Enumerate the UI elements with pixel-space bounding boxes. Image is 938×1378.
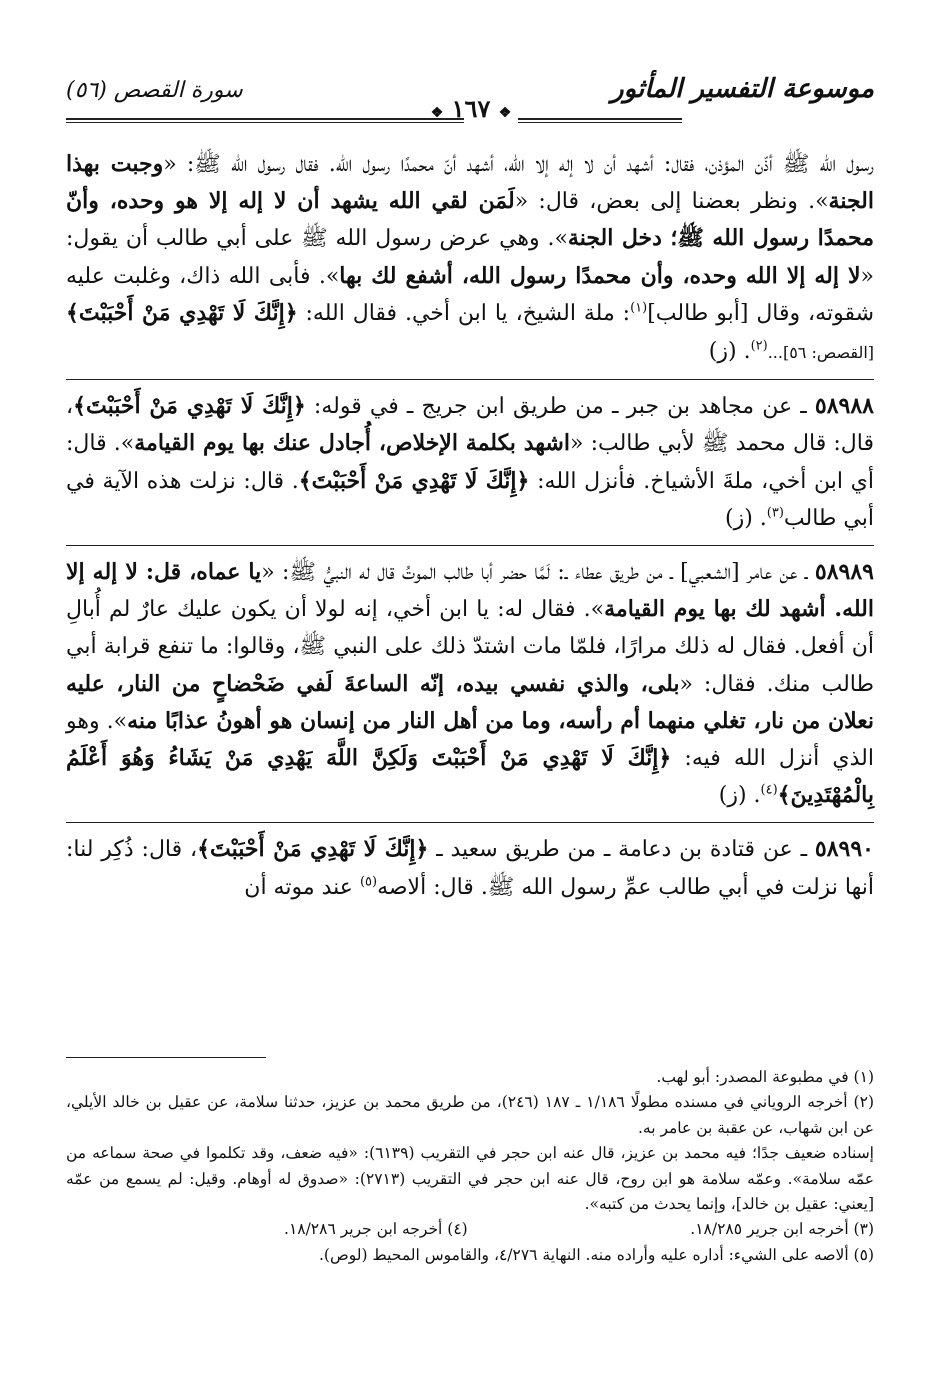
text: ، قال: قال محمد ﷺ لأبي طالب: « [66,394,875,457]
header-rule-left [66,118,464,120]
footnote-ref[interactable]: (٣) [766,505,784,521]
text: . قال: نزلت هذه الآية في أبي طالب [66,468,874,531]
quran-verse: ﴿إِنَّكَ لَا تَهْدِي مَنْ أَحْبَبْتَ﴾ [73,393,306,420]
footnote-ref[interactable]: (٤) [760,782,778,798]
text: عند موته أن [244,874,360,900]
footnote-row-3-4 [284,1217,874,1242]
book-page [66,60,874,1340]
text: رسول الله ﷺ أذّن المؤذن، فقال: أشهد أن لا إله إلا الله، أشهد أنّ محمدًا رسول الله. فقال رسول الله ﷺ: « [163,152,874,177]
footnote-rule [66,1057,266,1058]
book-title: موسوعة التفسير المأثور [611,74,874,104]
footnote-5: (٥) ألاصه على الشيء: أداره عليه وأراده منه. النهاية ٤/٢٧٦، والقاموس المحيط (لوص). [319,1245,874,1264]
entry-separator [66,822,874,823]
hadith-text: بلى، والذي نفسي بيده، إنّه الساعةَ لَفي ضَحْضاحٍ من النار، عليه نعلان من نار، تغلي منهما أم رأسه، وما من أهل النار من إنسان هو أهونُ عذابًا منه [66,670,874,734]
text: ». ونظر بعضنا إلى بعض، قال: « [514,189,829,215]
text: ». وهو الذي أنزل الله فيه: [66,708,874,772]
text: : ملة الشيخ، يا ابن أخي. فقال الله: [297,300,631,326]
header-rule-right [518,118,682,120]
text: . (ز) [724,505,767,531]
surah-title: سورة القصص (٥٦) [66,78,243,103]
entry-separator [66,379,874,380]
paragraph-continued [66,146,874,371]
entry-58989 [66,554,874,814]
footnote-ref[interactable]: (٥) [359,874,378,890]
quran-verse: ﴿إِنَّكَ لَا تَهْدِي مَنْ أَحْبَبْتَ وَلَكِنَّ اللَّهَ يَهْدِي مَنْ يَشَاءُ وَهُوَ أَعْلَمُ بِالْمُهْتَدِينَ﴾ [66,745,874,809]
text: . (ز) [708,339,751,365]
header-rule [66,114,874,124]
text: . (ز) [718,783,761,809]
entry-58990 [66,831,874,905]
hadith-text: لَمَن لقي الله يشهد أن لا إله إلا هو وحده، وأنّ محمدًا رسول الله ﷺ؛ دخل الجنة [66,188,874,252]
hadith-text: اشهد بكلمة الإخلاص، أُجادل عنك بها يوم القيامة [134,430,570,457]
verse-reference: [القصص: ٥٦]... [767,343,874,363]
ornament-icon: ❖ [430,105,444,121]
hadith-text: يا عماه، قل: لا إله إلا الله. أشهد لك بها يوم القيامة [66,559,874,623]
main-text [66,146,874,906]
entry-number: ٥٨٩٨٨ [814,393,874,420]
footnote-3: (٣) أخرجه ابن جرير ١٨/٢٨٥. [690,1220,874,1239]
entry-separator [66,545,874,546]
footnote-2: (٢) أخرجه الروياني في مسنده مطولًا ١/١٨٦ ـ ١٨٧ (٢٤٦)، من طريق محمد بن عزيز، حدثنا سلامة، عن عقيل بن خالد الأيلي، عن ابن شهاب، عن عقبة بن عامر به. [66,1093,874,1137]
text: ». قال: أي ابن أخي، ملةَ الأشياخ. فأنزل الله: [66,431,874,494]
text: ، قال: ذُكِر لنا: أنها نزلت في أبي طالب عمِّ رسول الله ﷺ. قال: ألاصه [66,837,874,900]
text: ». وهي عرض رسول الله ﷺ على أبي طالب أن يقول: « [66,226,874,289]
footnote-2-grading: إسناده ضعيف جدًا؛ فيه محمد بن عزيز، قال عنه ابن حجر في التقريب (٦١٣٩): «فيه ضعف، وقد تكلموا في صحة سماعه من عمّه سلامة». وعمّه سلامة هو ابن روح، قال عنه ابن حجر في التقريب (٢٧١٣): «صدوق له أوهام. وقيل: لم يسمع من عمّه [يعني: عقيل بن خالد]، وإنما يحدث من كتبه». [66,1144,874,1214]
text: ». فقال له: يا ابن أخي، إنه لولا أن يكون عليك عارٌ لم أُبالِ أن أفعل. فقال له ذلك مرارًا، فلمّا مات اشتدّ ذلك على النبي ﷺ، وقالوا: ما تنفع قرابة أبي طالب منك. فقال: « [66,597,874,697]
text: ـ عن مجاهد بن جبر ـ من طريق ابن جريج ـ في قوله: [305,394,815,420]
header-rule-right-thin [518,122,682,123]
ornament-icon: ❖ [498,105,512,121]
hadith-text: لا إله إلا الله وحده، وأن محمدًا رسول الله، أشفع لك بها [339,262,861,289]
footnote-ref[interactable]: (٢) [750,338,768,354]
quran-verse: ﴿إِنَّكَ لَا تَهْدِي مَنْ أَحْبَبْتَ﴾ [197,836,429,863]
hadith-text: وجبت بهذا الجنة [66,151,874,215]
text: ». فأبى الله ذاك، وغلبت عليه شقوته، وقال [أبو طالب] [66,263,875,326]
entry-58988 [66,388,874,537]
text: ـ عن قتادة بن دعامة ـ من طريق سعيد ـ [428,837,815,863]
quran-verse: ﴿إِنَّكَ لَا تَهْدِي مَنْ أَحْبَبْتَ﴾ [298,467,530,494]
header-rule-left-thin [66,122,464,123]
footnotes [66,1065,874,1268]
text: ـ عن عامر [الشعبي] ـ من طريق عطاء ـ: لَمَّا حضر أبا طالب الموتُ قال له النبيُّ ﷺ: « [261,560,815,586]
page-header [66,60,874,126]
page-number: ١٦٧ [451,94,491,123]
footnote-ref[interactable]: (١) [630,300,648,316]
footnote-1: (١) في مطبوعة المصدر: أبو لهب. [656,1068,874,1086]
footnote-4: (٤) أخرجه ابن جرير ١٨/٢٨٦. [284,1220,468,1239]
quran-verse: ﴿إِنَّكَ لَا تَهْدِي مَنْ أَحْبَبْتَ﴾ [66,299,298,326]
entry-number: ٥٨٩٨٩ [814,559,874,586]
entry-number: ٥٨٩٩٠ [814,836,874,863]
